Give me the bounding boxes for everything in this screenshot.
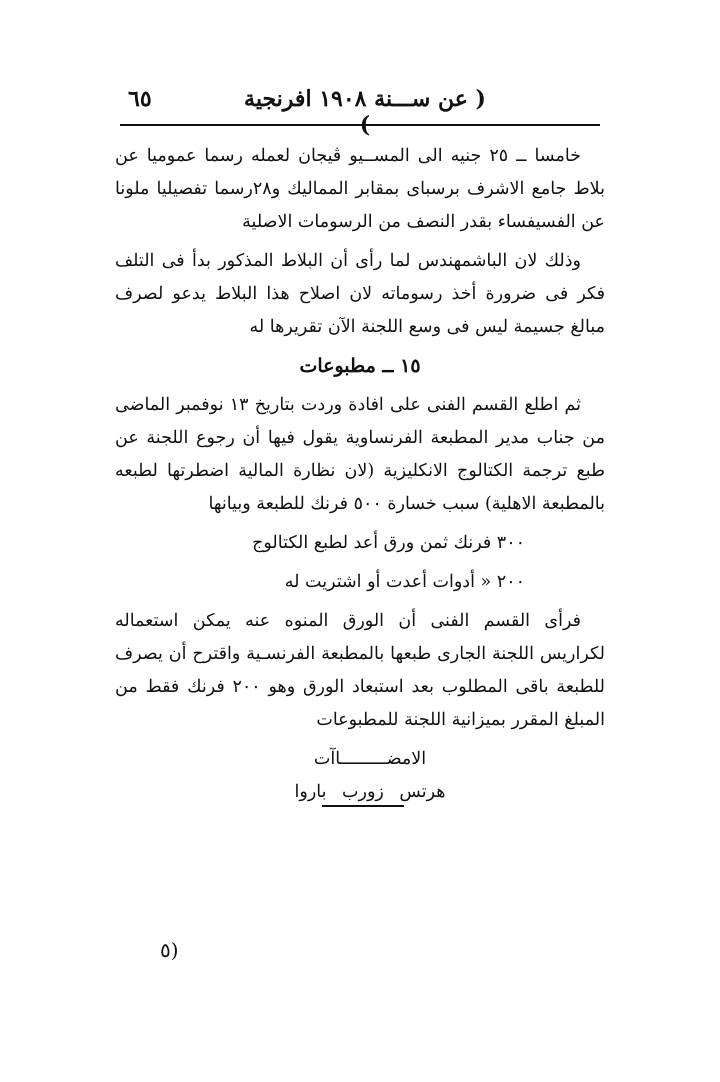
header-rule <box>120 124 600 126</box>
page-header <box>120 82 600 122</box>
list-item: ٣٠٠ فرنك ثمن ورق أعد لطبع الكتالوج <box>252 533 525 553</box>
section-conclusion: فرأى القسم الفنى أن الورق المنوه عنه يمكن استعماله لكراريس اللجنة الجارى طبعها بالمطبعة الفرنسـية واقترح أن يصرف للطبعة باقى المطلوب بعد استبعاد الورق وهو ٢٠٠ فرنك فقط من المبلغ المقرر بميزانية اللجنة للمطبوعات <box>115 611 605 730</box>
page-number: ٦٥ <box>128 86 152 112</box>
section-heading: ١٥ ــ مطبوعات <box>299 355 421 377</box>
list-item: ٢٠٠ « أدوات أعدت أو اشتريت له <box>284 572 525 592</box>
section-intro: ثم اطلع القسم الفنى على افادة وردت بتاريخ ١٣ نوفمبر الماضى من جناب مدير المطبعة الفرنساوية يقول فيها أن رجوع اللجنة عن طبع ترجمة الكتالوج الانكليزية (لان نظارة المالية اضطرتها لطبعه بالمطبعة الاهلية) سبب خسارة ٥٠٠ فرنك للطبعة وبيانها <box>115 395 605 514</box>
signatures-names: هرتس زورب باروا <box>294 782 446 802</box>
paragraph-fifth-item: خامسا ــ ٢٥ جنيه الى المســيو ڤيجان لعمله رسما عموميا عن بلاط جامع الاشرف برسباى بمقابر المماليك و٢٨رسما تفصيليا ملونا عن الفسيفساء بقدر النصف من الرسومات الاصلية <box>115 146 605 232</box>
footer-mark: (٥ <box>160 938 179 962</box>
body-text <box>115 140 605 809</box>
header-title: ( عن ســـنة ١٩٠٨ افرنجية <box>244 86 486 112</box>
signatures-label: الامضـــــــــاآت <box>313 749 427 769</box>
bottom-rule <box>322 805 404 807</box>
paragraph-reason: وذلك لان الباشمهندس لما رأى أن البلاط المذكور بدأ فى التلف فكر فى ضرورة أخذ رسوماته لان اصلاح هذا البلاط يدعو لصرف مبالغ جسيمة ليس فى وسع اللجنة الآن تقريرها له <box>115 251 605 337</box>
